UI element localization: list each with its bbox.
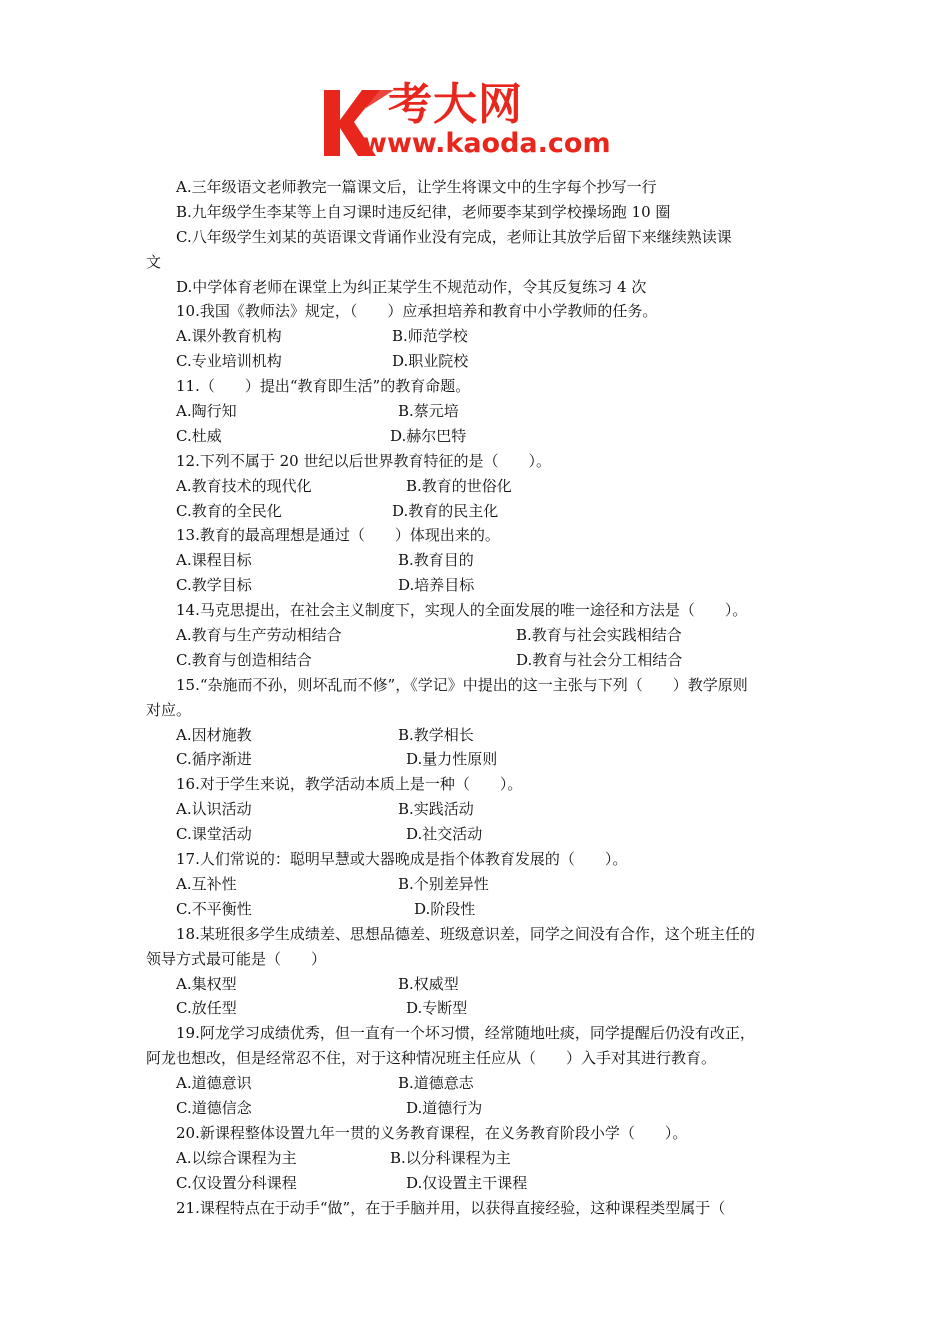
option-right: D.职业院校 (392, 352, 469, 371)
option-right: D.教育的民主化 (392, 501, 499, 520)
option-right: D.培养目标 (398, 576, 475, 595)
option-right: B.教育的世俗化 (406, 476, 512, 495)
logo-url: www.kaoda.com (362, 128, 611, 159)
option-left: C.杜威 (176, 426, 222, 445)
kaoda-logo (318, 80, 638, 160)
question-line: 11.（ ）提出“教育即生活”的教育命题。 (176, 377, 471, 396)
question-line: A.三年级语文老师教完一篇课文后，让学生将课文中的生字每个抄写一行 (176, 178, 657, 196)
option-left: C.教学目标 (176, 576, 252, 595)
question-line: 12.下列不属于 20 世纪以后世界教育特征的是（ ）。 (176, 451, 551, 470)
option-right: B.教学相长 (398, 725, 474, 744)
option-row (146, 972, 810, 997)
question-line: 19.阿龙学习成绩优秀，但一直有一个坏习惯，经常随地吐痰，同学提醒后仍没有改正， (176, 1024, 755, 1043)
question-line: 14.马克思提出，在社会主义制度下，实现人的全面发展的唯一途径和方法是（ ）。 (176, 601, 748, 620)
option-right: B.以分科课程为主 (390, 1148, 511, 1167)
option-row (146, 324, 810, 349)
option-left: C.道德信念 (176, 1098, 252, 1117)
option-row (146, 723, 810, 748)
option-row (146, 424, 810, 449)
option-right: B.实践活动 (398, 800, 474, 819)
option-right: B.个别差异性 (398, 874, 489, 893)
option-right: B.教育目的 (398, 551, 474, 570)
option-row (146, 1071, 810, 1096)
option-right: D.社交活动 (406, 825, 483, 844)
option-row (146, 1096, 810, 1121)
option-left: C.教育的全民化 (176, 501, 282, 520)
option-right: B.师范学校 (392, 327, 468, 346)
option-row (146, 623, 810, 648)
option-right: B.道德意志 (398, 1074, 474, 1093)
question-line-continued: 对应。 (146, 700, 192, 719)
option-left: C.教育与创造相结合 (176, 650, 312, 669)
option-right: B.教育与社会实践相结合 (516, 626, 682, 645)
option-left: C.循序渐进 (176, 750, 252, 769)
option-row (146, 573, 810, 598)
question-line: 21.课程特点在于动手“做”，在于手脑并用，以获得直接经验，这种课程类型属于（ (176, 1198, 726, 1217)
option-row (146, 897, 810, 922)
option-right: D.仅设置主干课程 (406, 1173, 528, 1192)
question-line: 17.人们常说的：聪明早慧或大器晚成是指个体教育发展的（ ）。 (176, 850, 628, 869)
option-left: A.课程目标 (176, 551, 252, 570)
option-left: A.道德意识 (176, 1074, 252, 1093)
option-left: A.教育技术的现代化 (176, 476, 312, 495)
question-line: 16.对于学生来说，教学活动本质上是一种（ ）。 (176, 775, 523, 794)
question-line: D.中学体育老师在课堂上为纠正某学生不规范动作，令其反复练习 4 次 (176, 277, 647, 296)
option-row (146, 349, 810, 374)
option-left: C.专业培训机构 (176, 352, 282, 371)
option-right: D.量力性原则 (406, 750, 498, 769)
exam-questions (146, 175, 810, 1220)
option-left: A.教育与生产劳动相结合 (176, 626, 342, 645)
option-row (146, 872, 810, 897)
question-line: 13.教育的最高理想是通过（ ）体现出来的。 (176, 526, 500, 545)
option-left: A.因材施教 (176, 725, 252, 744)
option-left: C.课堂活动 (176, 825, 252, 844)
option-row (146, 499, 810, 524)
option-row (146, 996, 810, 1021)
option-left: C.不平衡性 (176, 899, 252, 918)
option-row (146, 1146, 810, 1171)
question-line: 20.新课程整体设置九年一贯的义务教育课程，在义务教育阶段小学（ ）。 (176, 1123, 688, 1142)
option-left: A.认识活动 (176, 800, 252, 819)
question-line: 15.“杂施而不孙，则坏乱而不修”，《学记》中提出的这一主张与下列（ ）教学原则 (176, 675, 748, 694)
option-row (146, 822, 810, 847)
option-row (146, 1171, 810, 1196)
question-line-continued: 阿龙也想改，但是经常忍不住，对于这种情况班主任应从（ ）入手对其进行教育。 (146, 1049, 717, 1068)
logo-title: 考大网 (388, 79, 523, 130)
question-line-continued: 文 (146, 252, 162, 271)
option-left: C.放任型 (176, 999, 237, 1018)
option-left: A.集权型 (176, 974, 237, 993)
option-right: D.赫尔巴特 (390, 426, 467, 445)
option-row (146, 747, 810, 772)
option-right: B.蔡元培 (398, 402, 459, 421)
question-line-continued: 领导方式最可能是（ ） (146, 949, 327, 968)
question-line: B.九年级学生李某等上自习课时违反纪律，老师要李某到学校操场跑 10 圈 (176, 202, 671, 221)
option-left: A.课外教育机构 (176, 327, 282, 346)
option-row (146, 548, 810, 573)
option-left: A.以综合课程为主 (176, 1148, 297, 1167)
option-row (146, 648, 810, 673)
option-right: B.权威型 (398, 974, 459, 993)
question-line: 10.我国《教师法》规定，（ ）应承担培养和教育中小学教师的任务。 (176, 302, 658, 321)
option-row (146, 399, 810, 424)
option-right: D.教育与社会分工相结合 (516, 650, 683, 669)
option-row (146, 797, 810, 822)
question-line: 18.某班很多学生成绩差、思想品德差、班级意识差，同学之间没有合作，这个班主任的 (176, 924, 755, 943)
option-right: D.阶段性 (414, 899, 476, 918)
option-row (146, 474, 810, 499)
option-left: A.互补性 (176, 874, 237, 893)
option-left: C.仅设置分科课程 (176, 1173, 297, 1192)
option-right: D.专断型 (406, 999, 468, 1018)
option-left: A.陶行知 (176, 402, 237, 421)
question-line: C.八年级学生刘某的英语课文背诵作业没有完成，老师让其放学后留下来继续熟读课 (176, 227, 732, 246)
option-right: D.道德行为 (406, 1098, 483, 1117)
